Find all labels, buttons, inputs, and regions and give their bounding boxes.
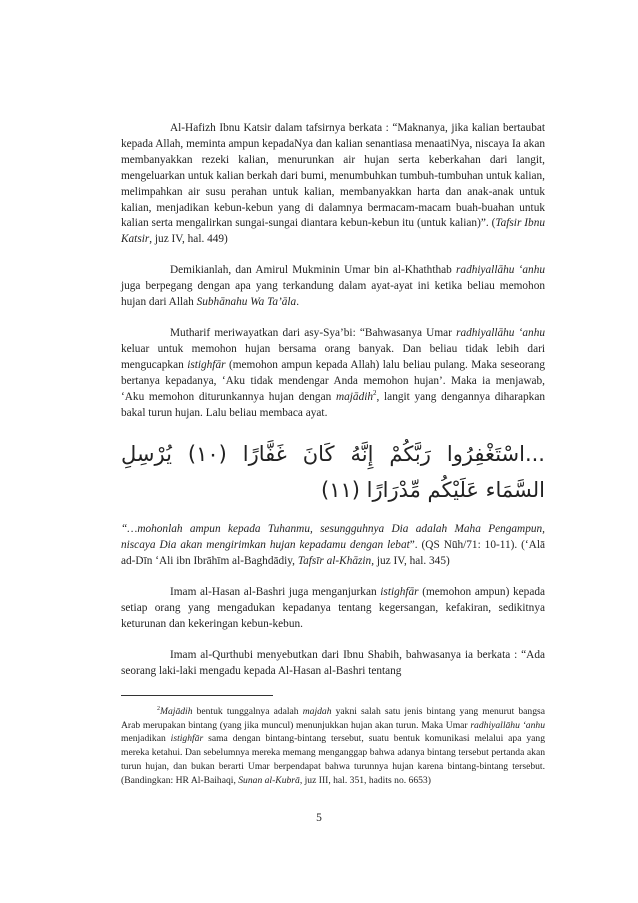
italic-term: majādih: [335, 390, 373, 403]
paragraph-p3: [121, 326, 545, 421]
text-run: , juz III, hal. 351, hadits no. 6653): [299, 775, 431, 787]
text-run: Demikianlah, dan Amirul Mukminin Umar bin al-Khaththab: [170, 264, 457, 277]
text-run: sama dengan bintang-bintang tersebut, suatu bentuk komunikasi melalui apa yang mereka ketahui. Dan sebelumnya mereka memang menganggap bahwa adanya bintang tersebut pertanda akan turun hujan, dan bukan berarti Umar berpendapat bahwa turunnya hujan karena bintang-bintang tersebut. (Bandingkan: HR Al-Baihaqi,: [121, 733, 546, 787]
italic-term: Tafsir Ibnu Katsir: [121, 217, 545, 246]
text-run: , langit yang dengannya diharapkan bakal turun hujan. Lalu beliau membaca ayat.: [121, 390, 545, 419]
text-run: Mutharif meriwayatkan dari asy-Sya’bi: “Bahwasanya Umar: [170, 326, 457, 339]
italic-term: Tafsīr al-Khāzin: [297, 555, 372, 568]
text-run: yakni salah satu jenis bintang yang menurut bangsa Arab merupakan bintang (yang jika muncul) menunjukkan hujan akan turun. Maka Umar: [121, 705, 545, 731]
italic-term: radhiyallāhu ‘anhu: [456, 264, 545, 277]
italic-term: istighfār: [187, 358, 226, 371]
text-run: Al-Hafizh Ibnu Katsir dalam tafsirnya berkata : “Maknanya, jika kalian bertaubat kepada Allah, meminta ampun kepadaNya dan kalian senantiasa menaatiNya, niscaya Ia akan membanyakkan rezeki kalian, menurunkan air hujan serta keberkahan dari langit, mengeluarkan untuk kalian berkah dari bumi, menumbuhkan tumbuh-tumbuhan untuk kalian, melimpahkan air susu perahan untuk kalian, membanyakkan harta dan anak-anak untuk kalian, menjadikan kebun-kebun yang di dalamnya bermacam-macam buah-buahan untuk kalian serta mengalirkan sungai-sungai diantara kebun-kebun itu (untuk kalian)”. (: [121, 122, 545, 230]
page-number: 5: [316, 812, 322, 824]
arabic-verse: ...اسْتَغْفِرُوا رَبَّكُمْ إِنَّهُ كَانَ غَفَّارًا (١٠) يُرْسِلِ السَّمَاء عَلَيْكُم مِّدْرَارًا (١١): [121, 442, 545, 503]
body-text-bottom: [121, 522, 545, 679]
italic-term: istighfār: [170, 733, 204, 745]
paragraph-p5: [121, 585, 545, 633]
paragraph-p6: [121, 648, 545, 680]
italic-term: radhiyallāhu ‘anhu: [456, 326, 545, 339]
footnote-separator: [121, 695, 273, 696]
text-run: , juz IV, hal. 449): [149, 233, 228, 246]
paragraph-p2: [121, 263, 545, 311]
text-run: ”. (QS Nūh/71: 10-11). (‘Alā ad-Dīn ‘Ali ibn Ibrāhīm al-Baghdādiy,: [121, 539, 545, 568]
paragraph-p1: [121, 121, 545, 248]
text-run: keluar untuk memohon hujan bersama orang banyak. Dan beliau tidak lebih dari mengucapkan: [121, 342, 545, 371]
italic-term: “…mohonlah ampun kepada Tuhanmu, sesungguhnya Dia adalah Maha Pengampun, niscaya Dia akan mengirimkan hujan kepadamu dengan lebat: [121, 523, 545, 552]
text-run: Imam al-Qurthubi menyebutkan dari Ibnu Shabih, bahwasanya ia berkata : “Ada seorang laki-laki mengadu kepada Al-Hasan al-Bashri tentang: [121, 648, 545, 677]
italic-term: majdah: [302, 705, 332, 717]
italic-term: Sunan al-Kubrā: [238, 775, 300, 787]
text-run: Imam al-Hasan al-Bashri juga menganjurkan: [170, 586, 381, 599]
text-run: bentuk tunggalnya adalah: [192, 705, 303, 717]
footnote-2: [121, 705, 545, 788]
footnote-marker: 2: [157, 705, 160, 712]
body-text-top: [121, 121, 545, 421]
italic-term: radhiyallāhu ‘anhu: [470, 719, 545, 731]
italic-term: Majādih: [160, 705, 193, 717]
paragraph-p4: [121, 522, 545, 570]
italic-term: istighfār: [380, 586, 419, 599]
italic-term: Subhānahu Wa Ta’āla: [196, 296, 297, 309]
text-run: (memohon ampun kepada Allah) lalu beliau pulang. Maka seseorang bertanya kepadanya, ‘Aku tidak mendengar Anda memohon hujan’. Maka ia menjawab, ‘Aku memohon diturunkannya hujan dengan: [121, 358, 545, 403]
text-run: , juz IV, hal. 345): [371, 555, 450, 568]
footnote-marker: 2: [373, 388, 377, 397]
page-body: [121, 121, 545, 788]
text-run: menjadikan: [121, 733, 171, 745]
text-run: juga berpegang dengan apa yang terkandung dalam ayat-ayat ini ketika beliau memohon hujan dari Allah: [121, 280, 545, 309]
text-run: .: [296, 296, 300, 309]
text-run: (memohon ampun) kepada setiap orang yang mengadukan kepadanya tentang kegersangan, kefakiran, sedikitnya keturunan dan kekeringan kebun-kebun.: [121, 586, 545, 630]
